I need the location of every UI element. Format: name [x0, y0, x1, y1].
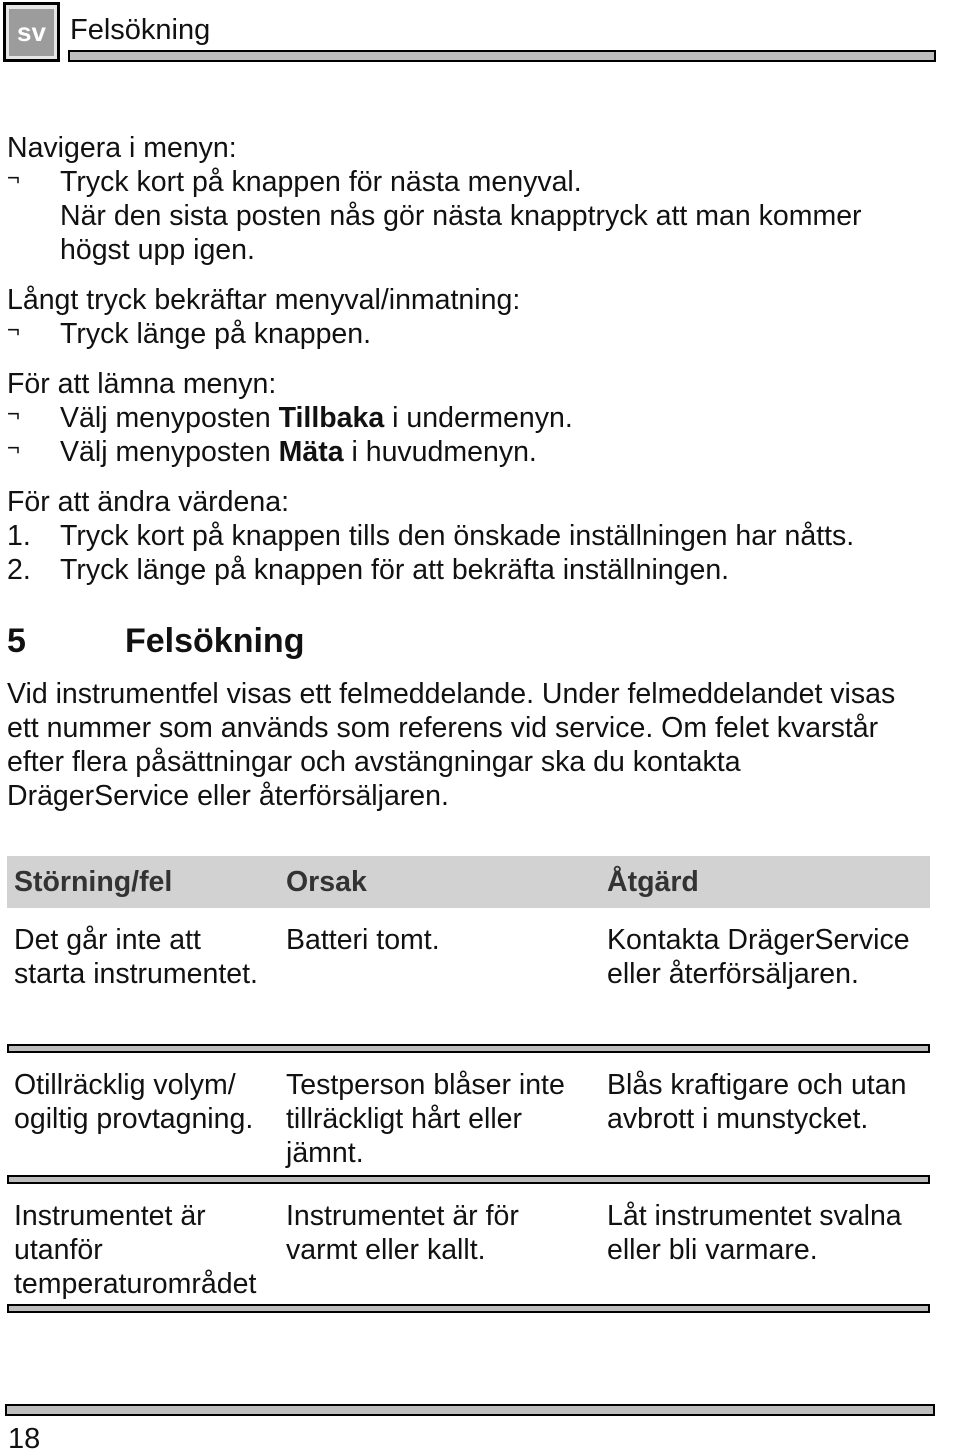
leave-menu-item: [7, 401, 955, 435]
bullet-marker: ¬: [7, 401, 20, 426]
change-values-heading: För att ändra värdena:: [7, 486, 289, 518]
cell-line: varmt eller kallt.: [286, 1234, 486, 1266]
troubleshooting-table: [7, 856, 930, 1313]
menu-entry-measure: Mäta: [278, 436, 344, 468]
leave-item-text: Välj menyposten: [60, 436, 279, 468]
column-header-fault: Störning/fel: [14, 865, 173, 898]
cell-action: [607, 923, 930, 1044]
main-content: [7, 131, 955, 813]
long-press-item: [7, 317, 955, 351]
paragraph-line: Vid instrumentfel visas ett felmeddelande. Under felmeddelandet visas: [7, 678, 896, 710]
cell-line: Låt instrumentet svalna: [607, 1200, 902, 1232]
long-press-text: Tryck länge på knappen.: [60, 318, 372, 350]
nav-heading: Navigera i menyn:: [7, 132, 237, 164]
leave-item-text: Välj menyposten: [60, 402, 279, 434]
table-row: [7, 1184, 930, 1304]
cell-cause: [286, 1068, 607, 1175]
cell-line: utanför: [14, 1234, 103, 1266]
cell-action: [607, 1199, 930, 1304]
cell-line: Blås kraftigare och utan: [607, 1069, 907, 1101]
page-header-title: Felsökning: [70, 14, 211, 46]
cell-line: Det går inte att: [14, 924, 201, 956]
cell-line: ogiltig provtagning.: [14, 1103, 254, 1135]
section-number: 5: [7, 622, 26, 660]
section-heading: [7, 619, 955, 663]
cell-fault: [7, 1068, 286, 1175]
language-label: sv: [9, 9, 54, 56]
language-tab: [3, 2, 60, 62]
cell-line: eller bli varmare.: [607, 1234, 818, 1266]
paragraph-line: DrägerService eller återförsäljaren.: [7, 780, 449, 812]
nav-item-line: Tryck kort på knappen för nästa menyval.: [60, 166, 582, 198]
cell-action: [607, 1068, 930, 1175]
leave-item-text: i huvudmenyn.: [343, 436, 537, 468]
header-divider: [68, 50, 936, 62]
cell-line: Otillräcklig volym/: [14, 1069, 236, 1101]
cell-fault: [7, 1199, 286, 1304]
bullet-marker: ¬: [7, 165, 20, 190]
nav-bullet-item: [7, 165, 955, 267]
cell-line: Instrumentet är: [14, 1200, 206, 1232]
cell-line: temperaturområdet: [14, 1268, 257, 1300]
cell-line: Instrumentet är för: [286, 1200, 519, 1232]
paragraph-line: ett nummer som används som referens vid service. Om felet kvarstår: [7, 712, 879, 744]
cell-cause: [286, 923, 607, 1044]
cell-line: Testperson blåser inte: [286, 1069, 565, 1101]
table-header: [7, 856, 930, 908]
step-item: [7, 553, 955, 587]
menu-entry-back: Tillbaka: [278, 402, 385, 434]
bullet-marker: ¬: [7, 317, 20, 342]
long-press-heading: Långt tryck bekräftar menyval/inmatning:: [7, 284, 521, 316]
cell-line: Kontakta DrägerService: [607, 924, 910, 956]
cell-line: eller återförsäljaren.: [607, 958, 859, 990]
step-item: [7, 519, 955, 553]
column-header-cause: Orsak: [286, 865, 367, 898]
cell-line: Batteri tomt.: [286, 924, 440, 956]
cell-line: jämnt.: [286, 1137, 364, 1169]
section-title: Felsökning: [125, 622, 305, 660]
cell-cause: [286, 1199, 607, 1304]
step-number: 1.: [7, 520, 31, 552]
step-number: 2.: [7, 554, 31, 586]
table-row: [7, 908, 930, 1044]
section-paragraph: [7, 677, 955, 813]
cell-line: starta instrumentet.: [14, 958, 258, 990]
bullet-marker: ¬: [7, 435, 20, 460]
cell-line: tillräckligt hårt eller: [286, 1103, 522, 1135]
row-divider: [7, 1175, 930, 1184]
column-header-action: Åtgärd: [607, 865, 699, 898]
cell-line: avbrott i munstycket.: [607, 1103, 869, 1135]
leave-menu-item: [7, 435, 955, 469]
step-text: Tryck länge på knappen för att bekräfta inställningen.: [60, 554, 730, 586]
table-row: [7, 1053, 930, 1175]
page-number: 18: [8, 1423, 41, 1455]
footer-divider: [5, 1404, 935, 1416]
row-divider: [7, 1304, 930, 1313]
nav-item-line: När den sista posten nås gör nästa knapptryck att man kommer: [60, 200, 862, 232]
paragraph-line: efter flera påsättningar och avstängningar ska du kontakta: [7, 746, 741, 778]
row-divider: [7, 1044, 930, 1053]
cell-fault: [7, 923, 286, 1044]
step-text: Tryck kort på knappen tills den önskade inställningen har nåtts.: [60, 520, 855, 552]
nav-item-line: högst upp igen.: [60, 234, 255, 266]
leave-menu-heading: För att lämna menyn:: [7, 368, 277, 400]
leave-item-text: i undermenyn.: [384, 402, 573, 434]
